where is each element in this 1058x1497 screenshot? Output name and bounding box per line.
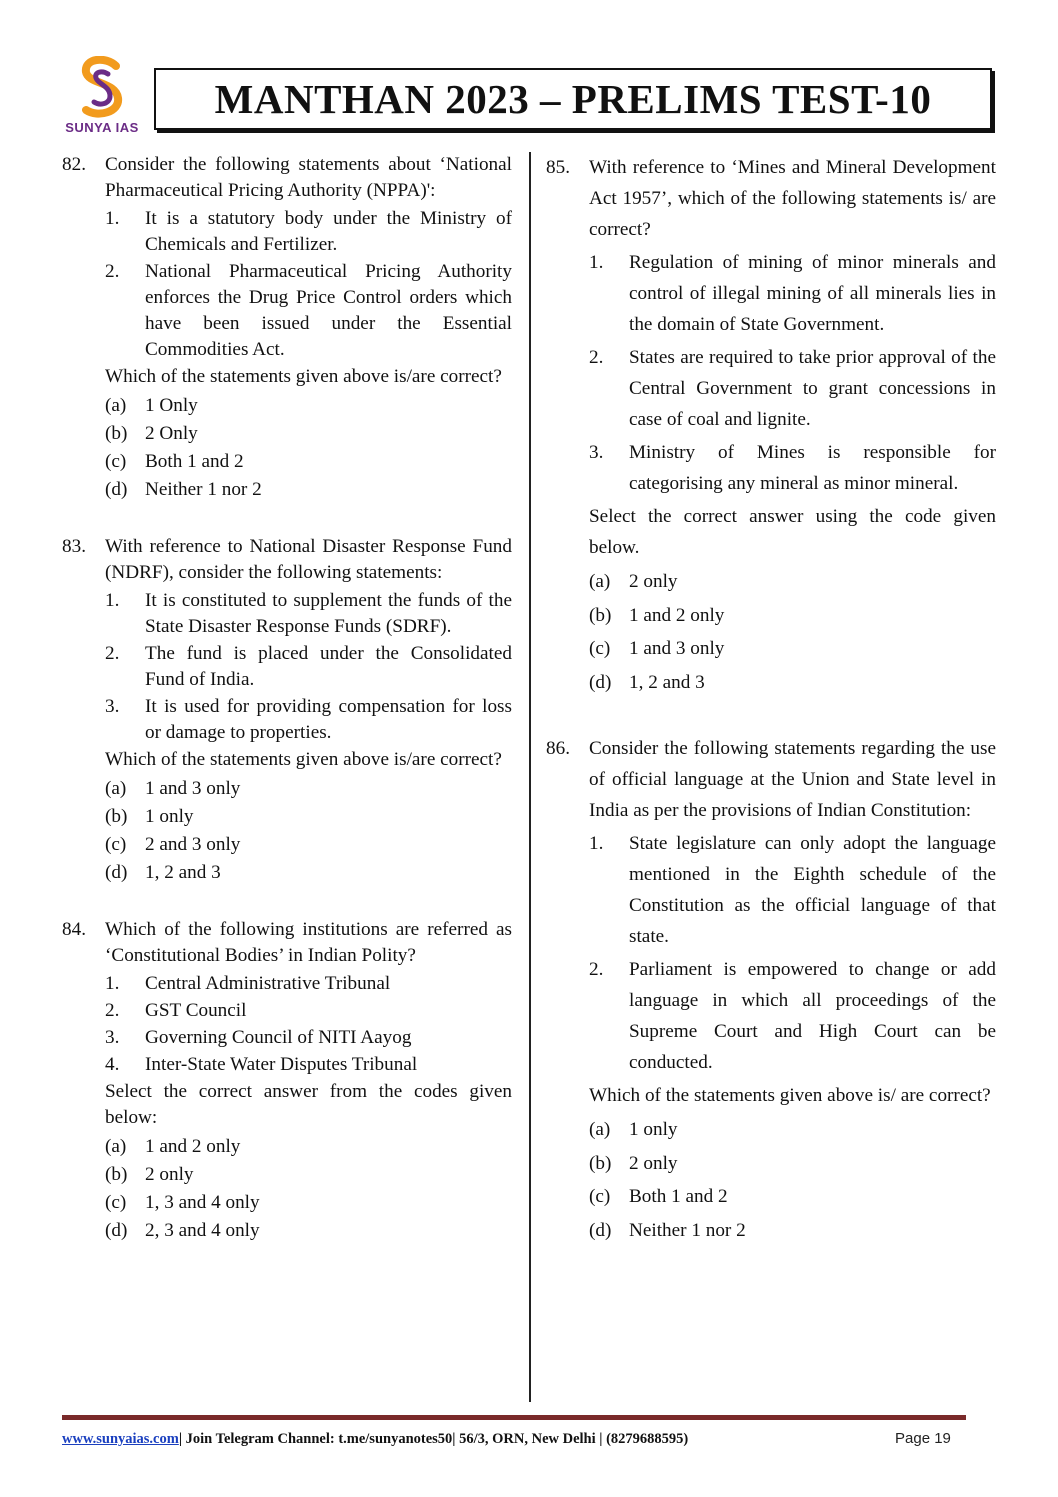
- option-label: (a): [589, 571, 611, 592]
- logo-text: SUNYA IAS: [65, 120, 139, 135]
- question-stem: Consider the following statements regarding the use of official language at the Union and State level in India as per the provisions of Indian Constitution:: [589, 738, 996, 821]
- option-a: [589, 565, 996, 599]
- option-text: Both 1 and 2: [629, 1186, 728, 1207]
- option-list: [589, 565, 996, 699]
- statement-list: [589, 247, 996, 499]
- page-title-box: [154, 68, 992, 130]
- option-list: [105, 1133, 512, 1245]
- option-text: 1 and 2 only: [145, 1136, 241, 1157]
- option-text: 1 and 2 only: [629, 604, 725, 626]
- statement-list: [589, 828, 996, 1078]
- statement-item: [105, 1052, 512, 1078]
- question-number: 85.: [546, 157, 570, 178]
- question-number: 86.: [546, 738, 570, 759]
- question-stem: Consider the following statements about ‘National Pharmaceutical Pricing Authority (NPPA)':: [105, 154, 512, 201]
- option-label: (c): [589, 1186, 611, 1207]
- footer-info: | Join Telegram Channel: t.me/sunyanotes50| 56/3, ORN, New Delhi | (8279688595): [178, 1431, 689, 1447]
- option-text: 2 Only: [145, 423, 198, 444]
- option-text: 1 only: [145, 806, 194, 827]
- statement-number: 2.: [105, 261, 120, 282]
- statement-item: [589, 828, 996, 952]
- option-label: (a): [589, 1119, 611, 1140]
- statement-number: 2.: [589, 347, 604, 368]
- statement-text: It is constituted to supplement the funds of the State Disaster Response Funds (SDRF).: [145, 590, 512, 637]
- question-83: [62, 534, 512, 887]
- statement-item: [105, 1025, 512, 1051]
- option-text: 2 only: [629, 571, 678, 592]
- footer-rule: [62, 1415, 966, 1420]
- question-number: 82.: [62, 154, 86, 175]
- option-text: 1, 3 and 4 only: [145, 1192, 260, 1213]
- statement-text: National Pharmaceutical Pricing Authority enforces the Drug Price Control orders which have been issued under the Essential Commodities Act.: [145, 261, 512, 360]
- option-label: (a): [105, 778, 127, 799]
- option-a: [589, 1113, 996, 1147]
- column-divider: [529, 152, 531, 1402]
- option-label: (d): [105, 1220, 128, 1241]
- question-84: [62, 917, 512, 1245]
- option-text: 1 and 3 only: [145, 778, 241, 799]
- option-d: [105, 859, 512, 887]
- statement-number: 2.: [105, 1000, 120, 1021]
- option-label: (b): [589, 1152, 612, 1174]
- option-a: [105, 1133, 512, 1161]
- statement-number: 3.: [105, 696, 120, 717]
- statement-number: 1.: [105, 973, 120, 994]
- option-text: 1 Only: [145, 395, 198, 416]
- option-c: [105, 448, 512, 476]
- statement-number: 4.: [105, 1054, 120, 1075]
- option-b: [105, 803, 512, 831]
- option-d: [105, 476, 512, 504]
- statement-item: [589, 954, 996, 1078]
- question-prompt: Which of the statements given above is/are correct?: [105, 366, 502, 387]
- question-prompt: Select the correct answer from the codes given below:: [105, 1081, 512, 1128]
- statement-number: 2.: [105, 643, 120, 664]
- option-text: Both 1 and 2: [145, 451, 244, 472]
- statement-item: [105, 694, 512, 746]
- option-label: (b): [105, 806, 128, 827]
- statement-text: Governing Council of NITI Aayog: [145, 1027, 412, 1048]
- statement-item: [105, 588, 512, 640]
- option-text: 2 and 3 only: [145, 834, 241, 855]
- statement-number: 2.: [589, 959, 604, 980]
- question-stem: With reference to National Disaster Response Fund (NDRF), consider the following statements:: [105, 536, 512, 583]
- statement-list: [105, 588, 512, 746]
- question-prompt: Select the correct answer using the code given below.: [589, 506, 996, 558]
- statement-item: [589, 437, 996, 499]
- statement-number: 3.: [105, 1027, 120, 1048]
- option-label: (c): [105, 834, 127, 855]
- option-text: Neither 1 nor 2: [145, 479, 262, 500]
- statement-number: 1.: [105, 208, 120, 229]
- option-text: 1 and 3 only: [629, 638, 725, 659]
- website-link[interactable]: www.sunyaias.com: [62, 1431, 179, 1447]
- option-label: (d): [105, 862, 128, 883]
- right-column: [546, 152, 996, 1247]
- option-label: (c): [589, 638, 611, 659]
- option-text: Neither 1 nor 2: [629, 1219, 746, 1241]
- sunya-ias-logo: [62, 52, 142, 138]
- statement-text: Inter-State Water Disputes Tribunal: [145, 1054, 418, 1075]
- statement-item: [105, 641, 512, 693]
- option-b: [105, 420, 512, 448]
- statement-item: [105, 998, 512, 1024]
- option-d: [589, 666, 996, 700]
- option-text: 1 only: [629, 1119, 678, 1140]
- statement-text: GST Council: [145, 1000, 247, 1021]
- statement-item: [589, 342, 996, 435]
- statement-number: 3.: [589, 442, 604, 463]
- statement-item: [589, 247, 996, 340]
- option-text: 2, 3 and 4 only: [145, 1220, 260, 1241]
- option-c: [105, 831, 512, 859]
- option-label: (c): [105, 1192, 127, 1213]
- statement-number: 1.: [105, 590, 120, 611]
- option-list: [105, 775, 512, 887]
- question-number: 83.: [62, 536, 86, 557]
- statement-item: [105, 259, 512, 363]
- option-text: 1, 2 and 3: [145, 862, 221, 883]
- statement-list: [105, 971, 512, 1078]
- statement-text: It is a statutory body under the Ministry of Chemicals and Fertilizer.: [145, 208, 512, 255]
- option-b: [589, 599, 996, 633]
- option-label: (b): [589, 604, 612, 626]
- option-label: (d): [589, 1219, 612, 1241]
- option-text: 2 only: [145, 1164, 194, 1185]
- option-text: 1, 2 and 3: [629, 671, 705, 693]
- statement-text: Ministry of Mines is responsible for categorising any mineral as minor mineral.: [629, 442, 996, 494]
- question-82: [62, 152, 512, 504]
- option-d: [589, 1214, 996, 1248]
- statement-item: [105, 971, 512, 997]
- option-list: [105, 392, 512, 504]
- option-list: [589, 1113, 996, 1247]
- option-a: [105, 775, 512, 803]
- option-label: (c): [105, 451, 127, 472]
- question-prompt: Which of the statements given above is/are correct?: [105, 749, 502, 770]
- option-c: [589, 1180, 996, 1214]
- question-prompt: Which of the statements given above is/ are correct?: [589, 1085, 991, 1106]
- option-label: (b): [105, 1164, 128, 1185]
- logo-s-mark-icon: [76, 56, 128, 120]
- option-a: [105, 392, 512, 420]
- question-number: 84.: [62, 919, 86, 940]
- option-b: [589, 1147, 996, 1181]
- statement-text: States are required to take prior approval of the Central Government to grant concessions in case of coal and lignite.: [629, 347, 996, 430]
- question-85: [546, 152, 996, 699]
- option-text: 2 only: [629, 1152, 678, 1174]
- statement-text: State legislature can only adopt the language mentioned in the Eighth schedule of the Constitution as the official language of that state.: [629, 833, 996, 947]
- left-column: [62, 152, 512, 1245]
- option-b: [105, 1161, 512, 1189]
- option-c: [105, 1189, 512, 1217]
- option-c: [589, 632, 996, 666]
- statement-text: Central Administrative Tribunal: [145, 973, 391, 994]
- statement-text: Regulation of mining of minor minerals and control of illegal mining of all minerals lies in the domain of State Government.: [629, 252, 996, 335]
- page-title: MANTHAN 2023 – PRELIMS TEST-10: [214, 76, 932, 122]
- statement-number: 1.: [589, 833, 604, 854]
- statement-number: 1.: [589, 252, 604, 273]
- page-number: Page 19: [895, 1430, 951, 1447]
- option-d: [105, 1217, 512, 1245]
- statement-list: [105, 206, 512, 363]
- statement-text: The fund is placed under the Consolidated Fund of India.: [145, 643, 512, 690]
- statement-text: It is used for providing compensation for loss or damage to properties.: [145, 696, 512, 743]
- statement-text: Parliament is empowered to change or add language in which all proceedings of the Supreme Court and High Court can be conducted.: [629, 959, 996, 1073]
- option-label: (a): [105, 1136, 127, 1157]
- footer: [62, 1431, 966, 1448]
- option-label: (d): [105, 479, 128, 500]
- question-86: [546, 733, 996, 1247]
- question-stem: Which of the following institutions are referred as ‘Constitutional Bodies’ in Indian Polity?: [105, 919, 512, 966]
- option-label: (d): [589, 671, 612, 693]
- option-label: (a): [105, 395, 127, 416]
- question-stem: With reference to ‘Mines and Mineral Development Act 1957’, which of the following statements is/ are correct?: [589, 157, 996, 240]
- option-label: (b): [105, 423, 128, 444]
- statement-item: [105, 206, 512, 258]
